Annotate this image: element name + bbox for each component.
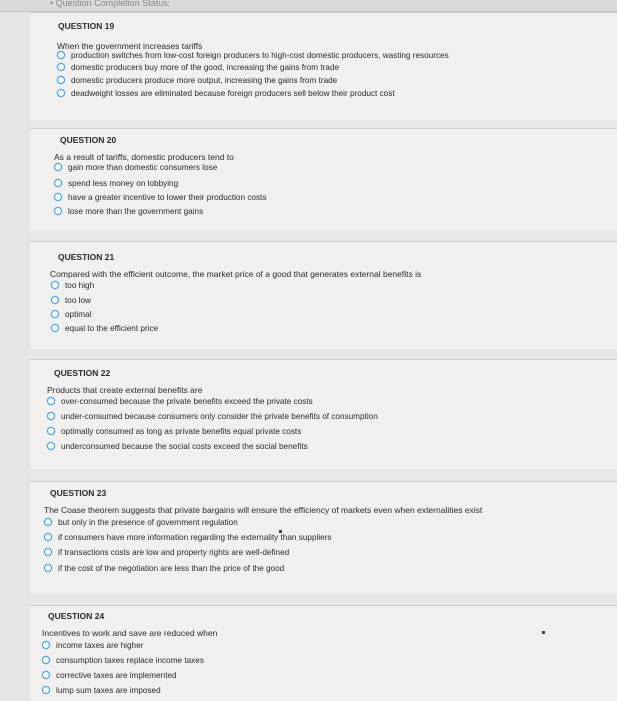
cursor-mark xyxy=(279,530,282,533)
option-label: domestic producers buy more of the good, increasing the gains from trade xyxy=(71,62,340,72)
question-prompt: Compared with the efficient outcome, the market price of a good that generates external benefits is xyxy=(50,269,422,279)
separator xyxy=(30,120,617,128)
question-completion-status[interactable]: • Question Completion Status: xyxy=(50,0,171,8)
option-label: production switches from low-cost foreign producers to high-cost domestic producers, wasting resources xyxy=(71,50,449,60)
option-22-c[interactable] xyxy=(47,425,301,437)
option-21-d[interactable] xyxy=(51,322,158,334)
radio-button[interactable] xyxy=(44,518,52,526)
option-label: consumption taxes replace income taxes xyxy=(56,655,204,665)
radio-button[interactable] xyxy=(51,310,59,318)
option-label: domestic producers produce more output, increasing the gains from trade xyxy=(71,75,338,85)
option-label: optimal xyxy=(65,309,92,319)
separator xyxy=(30,231,617,241)
cursor-mark xyxy=(542,631,545,634)
option-20-b[interactable] xyxy=(54,177,178,189)
option-label: too low xyxy=(65,295,91,305)
option-20-d[interactable] xyxy=(54,205,203,217)
option-label: corrective taxes are implemented xyxy=(56,670,177,680)
option-label: if transactions costs are low and property rights are well-defined xyxy=(58,547,290,557)
question-24-panel xyxy=(30,605,617,701)
option-19-d[interactable] xyxy=(57,87,395,99)
question-23-panel xyxy=(30,481,617,594)
option-label: if the cost of the negotiation are less than the price of the good xyxy=(58,563,285,573)
radio-button[interactable] xyxy=(57,89,65,97)
option-24-c[interactable] xyxy=(42,669,177,681)
radio-button[interactable] xyxy=(51,296,59,304)
question-title: QUESTION 20 xyxy=(60,135,117,145)
option-label: deadweight losses are eliminated because foreign producers sell below their product cost xyxy=(71,88,395,98)
status-bar xyxy=(0,0,617,12)
option-label: under-consumed because consumers only consider the private benefits of consumption xyxy=(61,411,378,421)
question-prompt: Incentives to work and save are reduced when xyxy=(42,628,218,638)
option-label: lose more than the government gains xyxy=(68,206,204,216)
option-23-a[interactable] xyxy=(44,516,238,528)
option-19-a[interactable] xyxy=(57,49,449,61)
option-22-a[interactable] xyxy=(47,395,313,407)
option-label: income taxes are higher xyxy=(56,640,144,650)
question-title: QUESTION 24 xyxy=(48,611,105,621)
radio-button[interactable] xyxy=(54,179,62,187)
question-title: QUESTION 21 xyxy=(58,252,115,262)
option-24-a[interactable] xyxy=(42,639,143,651)
option-24-b[interactable] xyxy=(42,654,204,666)
radio-button[interactable] xyxy=(54,207,62,215)
radio-button[interactable] xyxy=(42,671,50,679)
option-23-d[interactable] xyxy=(44,562,284,574)
option-label: spend less money on lobbying xyxy=(68,178,179,188)
radio-button[interactable] xyxy=(42,686,50,694)
option-label: lump sum taxes are imposed xyxy=(56,685,161,695)
question-22-panel xyxy=(30,359,617,470)
radio-button[interactable] xyxy=(47,397,55,405)
option-22-d[interactable] xyxy=(47,440,308,452)
option-21-b[interactable] xyxy=(51,294,91,306)
question-prompt: As a result of tariffs, domestic producers tend to xyxy=(54,152,234,162)
question-title: QUESTION 23 xyxy=(50,488,107,498)
option-21-c[interactable] xyxy=(51,308,91,320)
question-title: QUESTION 19 xyxy=(58,21,115,31)
option-label: if consumers have more information regarding the externality than suppliers xyxy=(58,532,332,542)
option-19-c[interactable] xyxy=(57,74,337,86)
radio-button[interactable] xyxy=(57,51,65,59)
radio-button[interactable] xyxy=(42,641,50,649)
radio-button[interactable] xyxy=(42,656,50,664)
radio-button[interactable] xyxy=(47,442,55,450)
option-label: over-consumed because the private benefits exceed the private costs xyxy=(61,396,313,406)
option-label: equal to the efficient price xyxy=(65,323,159,333)
option-24-d[interactable] xyxy=(42,684,161,696)
question-prompt: The Coase theorem suggests that private bargains will ensure the efficiency of markets even when externalities exist xyxy=(44,505,483,515)
option-label: have a greater incentive to lower their production costs xyxy=(68,192,267,202)
question-title: QUESTION 22 xyxy=(54,368,111,378)
option-23-c[interactable] xyxy=(44,546,289,558)
separator xyxy=(30,349,617,359)
option-20-a[interactable] xyxy=(54,161,217,173)
question-19-panel xyxy=(30,12,617,121)
radio-button[interactable] xyxy=(54,193,62,201)
option-label: but only in the presence of government regulation xyxy=(58,517,238,527)
radio-button[interactable] xyxy=(57,76,65,84)
option-label: optimally consumed as long as private benefits equal private costs xyxy=(61,426,302,436)
radio-button[interactable] xyxy=(54,163,62,171)
option-19-b[interactable] xyxy=(57,61,339,73)
option-23-b[interactable] xyxy=(44,531,332,543)
separator xyxy=(30,469,617,481)
radio-button[interactable] xyxy=(44,548,52,556)
radio-button[interactable] xyxy=(47,412,55,420)
option-label: gain more than domestic consumers lose xyxy=(68,162,218,172)
option-21-a[interactable] xyxy=(51,279,94,291)
question-prompt: When the government increases tariffs xyxy=(57,41,203,51)
radio-button[interactable] xyxy=(44,533,52,541)
option-label: too high xyxy=(65,280,95,290)
radio-button[interactable] xyxy=(47,427,55,435)
question-prompt: Products that create external benefits are xyxy=(47,385,203,395)
option-20-c[interactable] xyxy=(54,191,266,203)
option-22-b[interactable] xyxy=(47,410,378,422)
question-21-panel xyxy=(30,241,617,350)
option-label: underconsumed because the social costs exceed the social benefits xyxy=(61,441,308,451)
question-20-panel xyxy=(30,128,617,232)
radio-button[interactable] xyxy=(51,324,59,332)
radio-button[interactable] xyxy=(51,281,59,289)
separator xyxy=(30,593,617,605)
radio-button[interactable] xyxy=(44,564,52,572)
radio-button[interactable] xyxy=(57,63,65,71)
